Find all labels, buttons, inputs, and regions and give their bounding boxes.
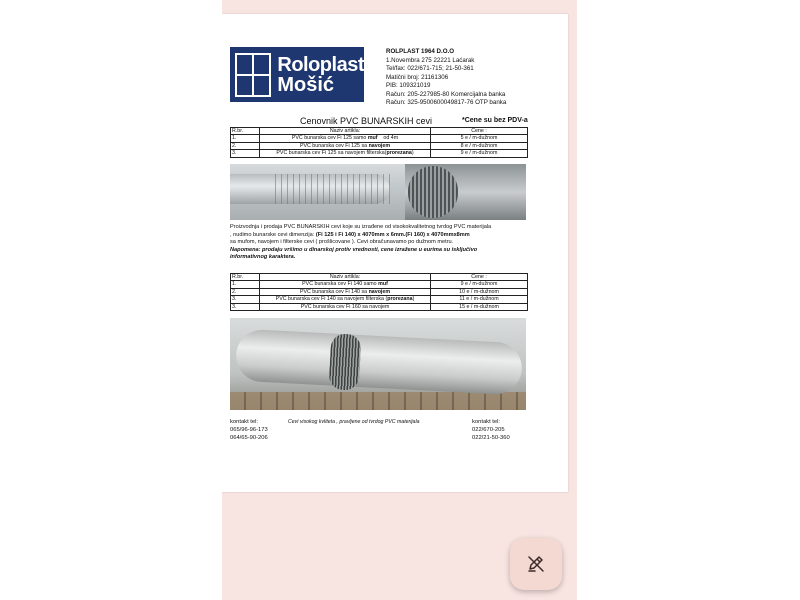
contact-label-right: kontakt tel:	[472, 419, 501, 425]
window-logo-icon	[235, 53, 271, 97]
row-no: 3.	[231, 303, 260, 310]
header-price: Cene :	[431, 128, 528, 135]
description-line-2: , nudimo bunarske cevi dimenzija: (Fi 125 i Fi 140) x 4070mm x 6mm.(Fi 160) x 4070mmx8mm	[230, 231, 470, 238]
row-price: 5 e / m-dužnom	[431, 135, 528, 142]
company-name: ROLPLAST 1964 D.O.O	[386, 48, 455, 55]
contact-phone: 065/96-96-173	[230, 427, 268, 434]
table-row	[231, 142, 528, 149]
document-viewer[interactable]	[222, 0, 577, 600]
edit-pen-icon	[526, 554, 546, 574]
table-row	[231, 296, 528, 303]
description-note-2: informativnog karaktera.	[230, 254, 296, 261]
company-mb: Matični broj: 21161306	[386, 73, 449, 81]
footer-contact-right	[472, 418, 510, 443]
row-no: 2.	[231, 142, 260, 149]
table-row	[231, 303, 528, 310]
contact-label-left: kontakt tel:	[230, 419, 259, 425]
description-line-1: Proizvodnja i prodaja PVC BUNARSKIH cevi koje su izrađene od visokokvalitetnog tvrdog PVC materijala	[230, 224, 492, 230]
row-name: PVC bunarska cev Fi 125 samo muf od 4m	[260, 135, 431, 142]
company-account-2: Račun: 325-9500600049817-76 OTP banka	[386, 99, 507, 106]
row-price: 15 e / m-dužnom	[431, 303, 528, 310]
row-no: 2.	[231, 288, 260, 295]
row-price: 10 e / m-dužnom	[431, 288, 528, 295]
price-table-fi140-160	[230, 273, 528, 311]
row-name: PVC bunarska cev Fi 160 sa navojem	[260, 303, 431, 310]
row-name: PVC bunarska cev Fi 140 sa navojem	[260, 288, 431, 295]
table-row	[231, 288, 528, 295]
logo-line1: Roloplast	[277, 53, 364, 76]
product-description	[230, 224, 530, 262]
company-pib: PIB: 109321019	[386, 82, 431, 89]
contact-phone: 022/670-205	[472, 427, 505, 434]
table-header-row	[231, 128, 528, 135]
row-no: 1.	[231, 281, 260, 288]
header-name: Naziv artikla:	[260, 274, 431, 281]
row-name: PVC bunarska cev Fi 125 sa navojem	[260, 142, 431, 149]
pipes-photo-1	[230, 164, 526, 220]
company-account-1: Račun: 205-227985-80 Komercijalna banka	[386, 90, 506, 98]
header-no: R.br.	[231, 128, 260, 135]
header-price: Cene :	[431, 274, 528, 281]
company-info	[386, 48, 506, 108]
description-note: Napomena: prodaju vršimo u dinarskoj protiv vrednosti, cene izražene u eurima su isključivo	[230, 246, 478, 253]
company-address: 1.Novembra 275 22221 Laćarak	[386, 56, 475, 64]
row-price: 8 e / m-dužnom	[431, 142, 528, 149]
footer-tagline: Cevi visokog kvliteta , pravljene od tvrdog PVC materijala	[288, 419, 420, 425]
row-name: PVC bunarska cev Fi 140 samo muf	[260, 281, 431, 288]
table-header-row	[231, 274, 528, 281]
header-no: R.br.	[231, 274, 260, 281]
row-name: PVC bunarska cev Fi 140 sa navojem filterska (prorezana)	[260, 296, 431, 303]
header-name: Naziv artikla:	[260, 128, 431, 135]
logo-line2: Mošić	[277, 73, 335, 96]
row-no: 1.	[231, 135, 260, 142]
footer-contact-left	[230, 418, 268, 443]
edit-button[interactable]	[510, 538, 562, 590]
row-price: 9 e / m-dužnom	[431, 150, 528, 157]
price-list-title: Cenovnik PVC BUNARSKIH cevi	[300, 116, 433, 126]
price-table-fi125	[230, 127, 528, 158]
row-no: 3.	[231, 150, 260, 157]
table-row	[231, 150, 528, 157]
company-telfax: Tel/fax: 022/671-715; 21-50-361	[386, 65, 474, 72]
contact-phone: 022/21-50-360	[472, 435, 510, 442]
company-logo	[230, 47, 364, 102]
row-price: 11 e / m-dužnom	[431, 296, 528, 303]
row-price: 9 e / m-dužnom	[431, 281, 528, 288]
pipes-photo-2	[230, 318, 526, 410]
table-row	[231, 135, 528, 142]
table-row	[231, 281, 528, 288]
description-line-3: sa mufom, navojem i filterske cevi ( prošlicovane ). Cevi obračunavamo po dužnom metru.	[230, 239, 454, 246]
document-page	[222, 14, 568, 492]
row-no: 3.	[231, 296, 260, 303]
row-name: PVC bunarska cev Fi 125 sa navojem filterska(prorezana)	[260, 150, 431, 157]
no-vat-note: *Cene su bez PDV-a	[462, 117, 528, 124]
contact-phone: 064/65-90-206	[230, 435, 268, 442]
